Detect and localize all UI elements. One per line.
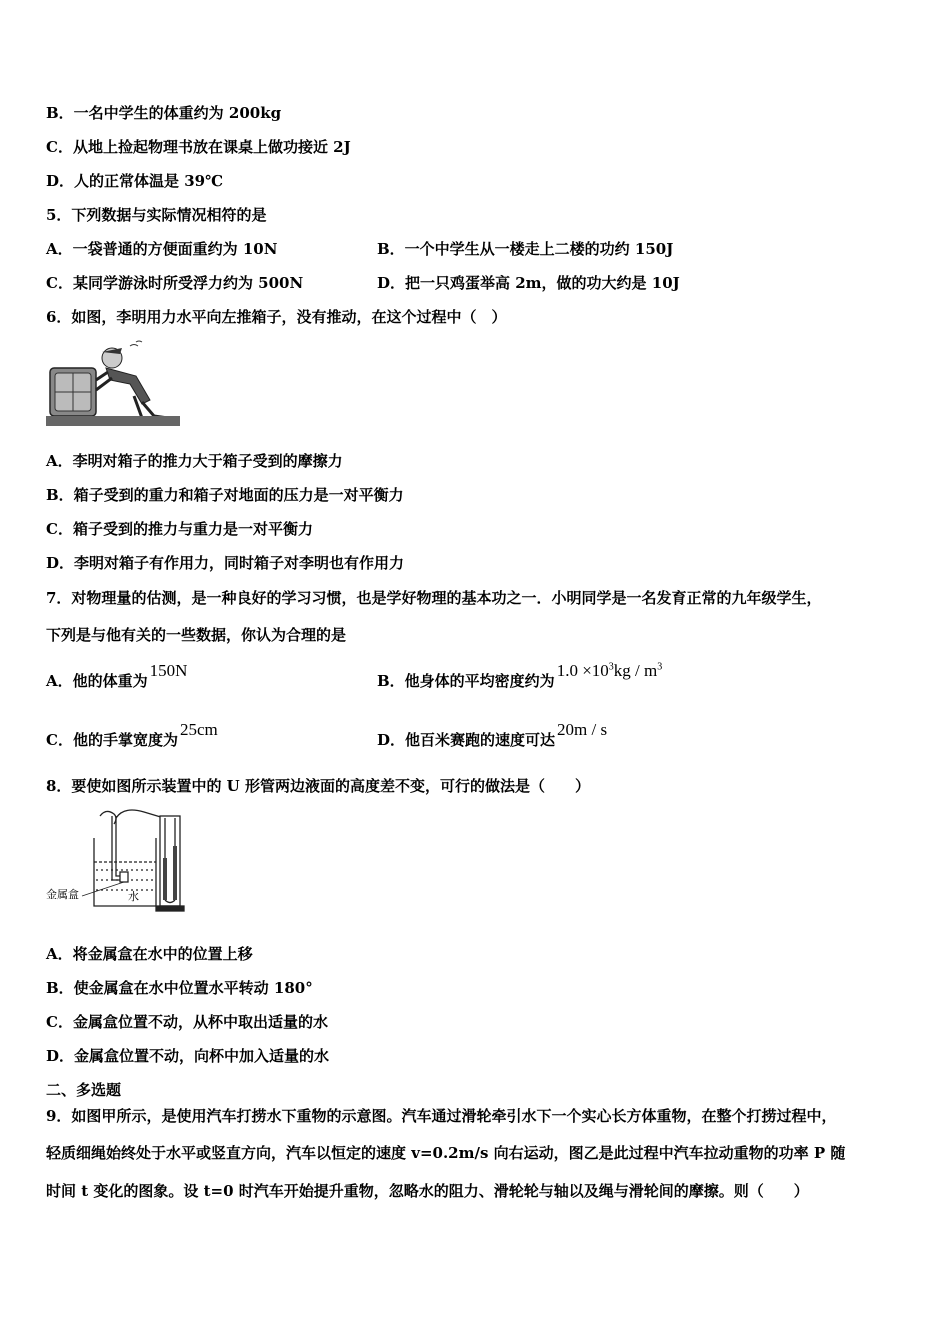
q7-option-d-value: 20m / s [557, 720, 608, 739]
q7-option-a [46, 661, 188, 691]
q7-stem-line1: 7．对物理量的估测，是一种良好的学习习惯，也是学好物理的基本功之一．小明同学是一名发育正常的九年级学生， [46, 589, 822, 607]
q7-option-b-value: $1.0 \times 10^3kg / m^3$ [556, 661, 663, 680]
q7-option-a-label: A．他的体重为 [46, 672, 148, 690]
q9-line2: 轻质细绳始终处于水平或竖直方向，汽车以恒定的速度 v=0.2m/s 向右运动，图乙是此过程中汽车拉动重物的功率 P 随 [46, 1144, 846, 1162]
u-tube-figure [44, 808, 186, 914]
section-title: 二、多选题 [46, 1081, 122, 1099]
q7-option-c-value: 25cm [179, 720, 218, 739]
metal-box-label: 金属盒 [46, 888, 79, 901]
q7-option-c [46, 720, 218, 750]
q4-option-b: B．一名中学生的体重约为 200kg [46, 104, 282, 122]
q5-stem: 5．下列数据与实际情况相符的是 [46, 206, 267, 224]
manometer-drawing [156, 816, 184, 911]
q6-option-c: C．箱子受到的推力与重力是一对平衡力 [46, 520, 313, 538]
q6-option-a: A．李明对箱子的推力大于箱子受到的摩擦力 [46, 452, 343, 470]
q8-option-b: B．使金属盒在水中位置水平转动 180° [46, 979, 313, 997]
q4-option-c: C．从地上捡起物理书放在课桌上做功接近 2J [46, 138, 351, 156]
q7-option-a-value: 150N [149, 661, 188, 680]
q5-option-d: D．把一只鸡蛋举高 2m，做的功大约是 10J [377, 274, 680, 292]
q6-option-b: B．箱子受到的重力和箱子对地面的压力是一对平衡力 [46, 486, 404, 504]
pushing-box-figure [46, 340, 180, 426]
q7-option-b [377, 661, 663, 691]
q9-line1: 9．如图甲所示，是使用汽车打捞水下重物的示意图。汽车通过滑轮牵引水下一个实心长方体重物，在整个打捞过程中， [46, 1107, 837, 1125]
q7-option-d [377, 720, 608, 750]
q8-option-c: C．金属盒位置不动，从杯中取出适量的水 [46, 1013, 328, 1031]
q7-option-b-label: B．他身体的平均密度约为 [377, 672, 555, 690]
water-label: 水 [128, 890, 139, 903]
q5-option-a: A．一袋普通的方便面重约为 10N [46, 240, 278, 258]
q8-stem: 8．要使如图所示装置中的 U 形管两边液面的高度差不变，可行的做法是（ ） [46, 777, 590, 795]
q9-line3: 时间 t 变化的图象。设 t=0 时汽车开始提升重物，忽略水的阻力、滑轮轮与轴以及绳与滑轮间的摩擦。则（ ） [46, 1182, 809, 1200]
box-drawing [50, 368, 96, 416]
q5-option-c: C．某同学游泳时所受浮力约为 500N [46, 274, 304, 292]
q6-option-d: D．李明对箱子有作用力，同时箱子对李明也有作用力 [46, 554, 405, 572]
q7-stem-line2: 下列是与他有关的一些数据，你认为合理的是 [46, 626, 347, 644]
q8-option-a: A．将金属盒在水中的位置上移 [46, 945, 253, 963]
q6-stem: 6．如图，李明用力水平向左推箱子，没有推动，在这个过程中（ ） [46, 308, 507, 326]
q7-option-c-label: C．他的手掌宽度为 [46, 731, 178, 749]
q4-option-d: D．人的正常体温是 39℃ [46, 172, 224, 190]
q5-option-b: B．一个中学生从一楼走上二楼的功约 150J [377, 240, 674, 258]
probe-drawing [100, 810, 164, 882]
q7-option-d-label: D．他百米赛跑的速度可达 [377, 731, 556, 749]
q8-option-d: D．金属盒位置不动，向杯中加入适量的水 [46, 1047, 330, 1065]
